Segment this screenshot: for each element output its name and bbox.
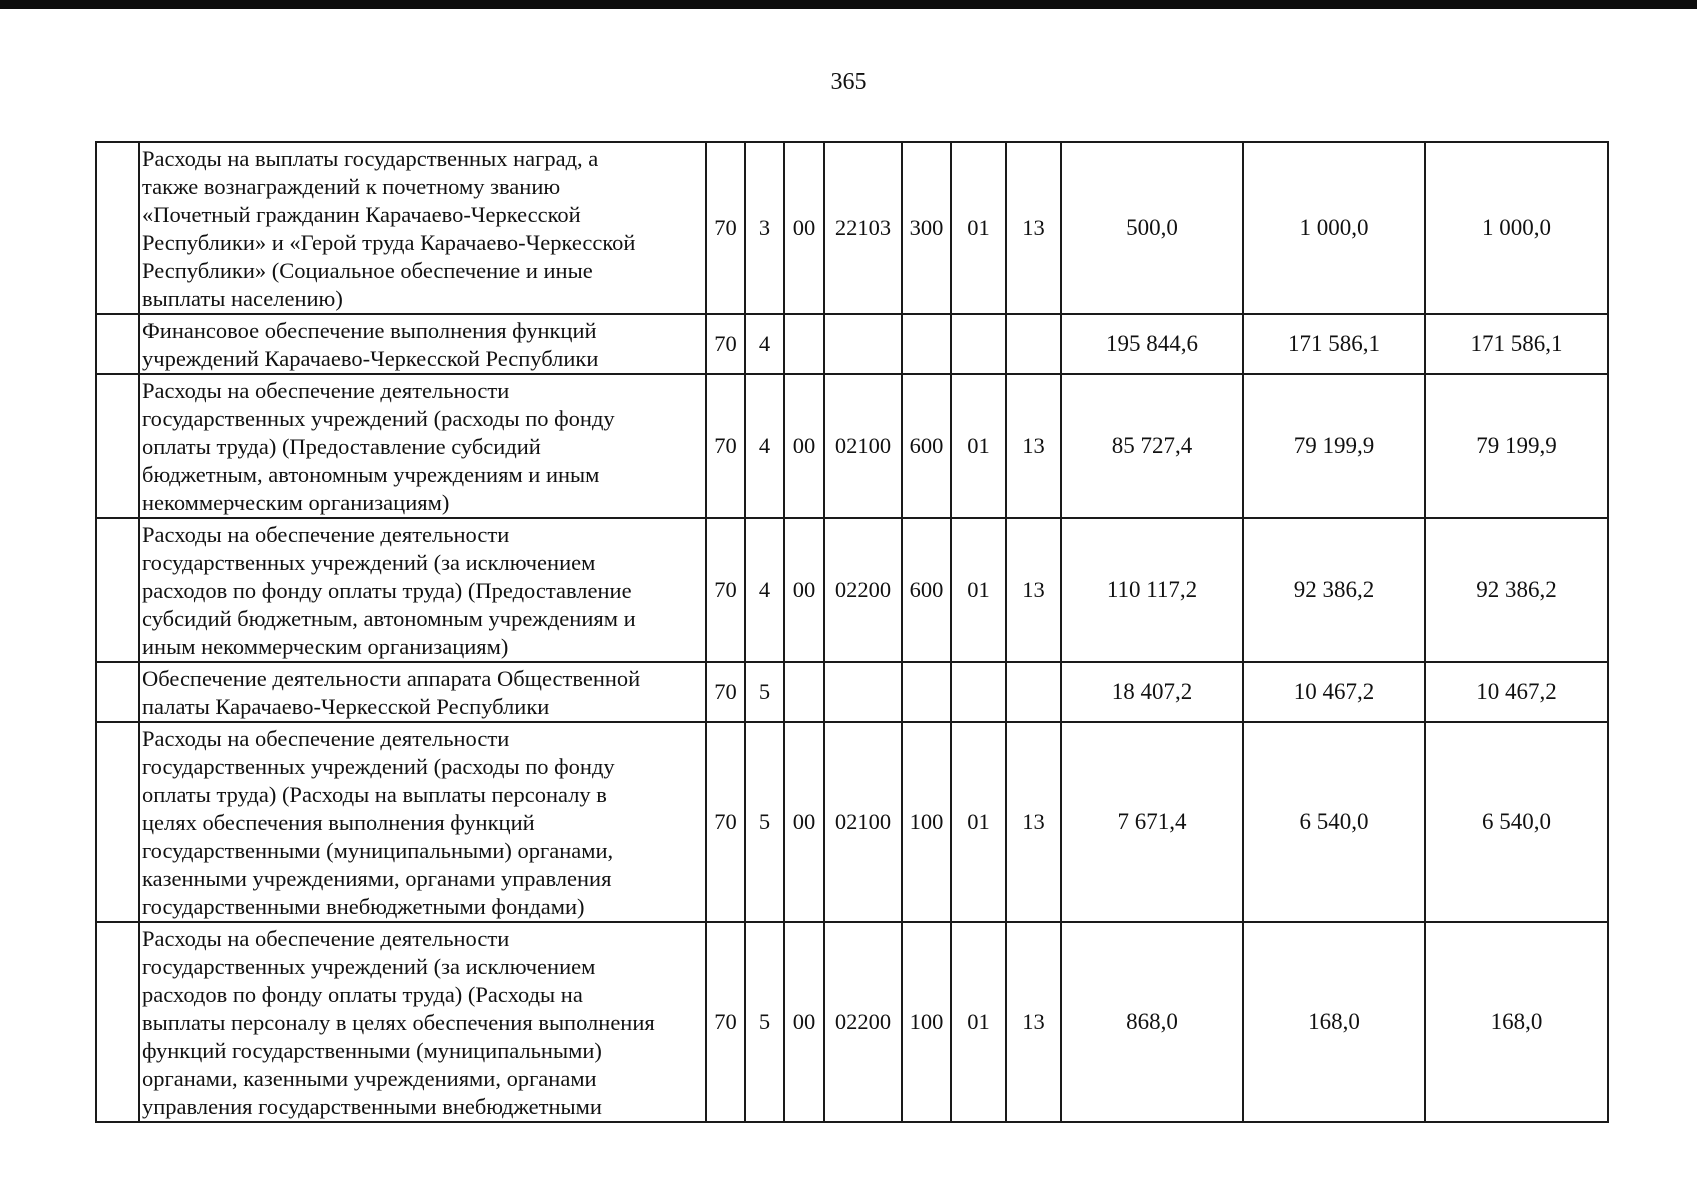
description-line: Республики» и «Герой труда Карачаево-Черкесской	[142, 230, 636, 255]
code-ministry: 70	[706, 314, 745, 374]
code-expense-type: 600	[902, 374, 951, 518]
table-body	[96, 142, 1608, 1122]
code-ministry: 70	[706, 722, 745, 922]
table-row	[96, 374, 1608, 518]
code-subprogram: 00	[784, 518, 824, 662]
description-line: Республики» (Социальное обеспечение и иные	[142, 258, 593, 283]
description-line: «Почетный гражданин Карачаево-Черкесской	[142, 202, 581, 227]
code-section: 01	[951, 922, 1006, 1122]
code-expense-type	[902, 662, 951, 722]
code-program: 5	[745, 722, 784, 922]
amount-year-2: 1 000,0	[1243, 142, 1425, 314]
amount-year-1: 195 844,6	[1061, 314, 1243, 374]
description-line: Обеспечение деятельности аппарата Общественной	[142, 666, 641, 691]
amount-year-1: 18 407,2	[1061, 662, 1243, 722]
description-line: управления государственными внебюджетными	[142, 1094, 602, 1119]
description-line: Расходы на обеспечение деятельности	[142, 926, 510, 951]
amount-year-2: 6 540,0	[1243, 722, 1425, 922]
row-number-cell	[96, 518, 139, 662]
code-ministry: 70	[706, 142, 745, 314]
code-subprogram: 00	[784, 374, 824, 518]
code-ministry: 70	[706, 518, 745, 662]
scan-top-edge	[0, 0, 1697, 9]
code-subprogram: 00	[784, 922, 824, 1122]
description-line: Расходы на обеспечение деятельности	[142, 522, 510, 547]
description-line: оплаты труда) (Расходы на выплаты персоналу в	[142, 782, 607, 807]
table-row	[96, 722, 1608, 922]
code-direction: 22103	[824, 142, 902, 314]
description-line: Расходы на выплаты государственных наград, а	[142, 146, 599, 171]
code-subprogram: 00	[784, 722, 824, 922]
description-line: государственных учреждений (расходы по фонду	[142, 754, 615, 779]
code-direction: 02100	[824, 722, 902, 922]
row-number-cell	[96, 142, 139, 314]
amount-year-2: 171 586,1	[1243, 314, 1425, 374]
amount-year-3: 168,0	[1425, 922, 1608, 1122]
code-direction: 02100	[824, 374, 902, 518]
description-line: расходов по фонду оплаты труда) (Расходы на	[142, 982, 583, 1007]
description-line: бюджетным, автономным учреждениям и иным	[142, 462, 600, 487]
row-number-cell	[96, 374, 139, 518]
row-number-cell	[96, 314, 139, 374]
description-line: Финансовое обеспечение выполнения функций	[142, 318, 597, 343]
row-number-cell	[96, 722, 139, 922]
page-number: 365	[830, 69, 867, 95]
budget-table	[95, 141, 1609, 1123]
description-line: государственных учреждений (за исключением	[142, 550, 596, 575]
description-line: выплаты населению)	[142, 286, 343, 311]
description-line: Расходы на обеспечение деятельности	[142, 726, 510, 751]
description-line: органами, казенными учреждениями, органами	[142, 1066, 597, 1091]
amount-year-2: 79 199,9	[1243, 374, 1425, 518]
code-subsection	[1006, 314, 1061, 374]
amount-year-2: 168,0	[1243, 922, 1425, 1122]
description-line: также вознаграждений к почетному званию	[142, 174, 561, 199]
amount-year-1: 85 727,4	[1061, 374, 1243, 518]
code-section	[951, 662, 1006, 722]
table-row	[96, 314, 1608, 374]
code-subsection: 13	[1006, 722, 1061, 922]
description-line: государственных учреждений (за исключением	[142, 954, 596, 979]
code-direction: 02200	[824, 518, 902, 662]
code-direction	[824, 314, 902, 374]
description-line: выплаты персоналу в целях обеспечения выполнения	[142, 1010, 655, 1035]
amount-year-3: 1 000,0	[1425, 142, 1608, 314]
row-description	[139, 662, 706, 722]
description-line: иным некоммерческим организациям)	[142, 634, 509, 659]
amount-year-2: 92 386,2	[1243, 518, 1425, 662]
table-row	[96, 922, 1608, 1122]
description-line: целях обеспечения выполнения функций	[142, 810, 535, 835]
description-line: государственных учреждений (расходы по фонду	[142, 406, 615, 431]
row-number-cell	[96, 662, 139, 722]
code-expense-type: 600	[902, 518, 951, 662]
code-expense-type: 300	[902, 142, 951, 314]
description-line: расходов по фонду оплаты труда) (Предоставление	[142, 578, 632, 603]
row-description	[139, 922, 706, 1122]
code-program: 5	[745, 922, 784, 1122]
amount-year-2: 10 467,2	[1243, 662, 1425, 722]
amount-year-3: 6 540,0	[1425, 722, 1608, 922]
row-description	[139, 314, 706, 374]
code-subsection	[1006, 662, 1061, 722]
row-description	[139, 518, 706, 662]
row-description	[139, 722, 706, 922]
code-subsection: 13	[1006, 922, 1061, 1122]
description-line: казенными учреждениями, органами управления	[142, 866, 612, 891]
code-direction	[824, 662, 902, 722]
code-subsection: 13	[1006, 142, 1061, 314]
description-line: субсидий бюджетным, автономным учреждениям и	[142, 606, 636, 631]
description-line: государственными внебюджетными фондами)	[142, 894, 585, 919]
amount-year-1: 500,0	[1061, 142, 1243, 314]
amount-year-1: 7 671,4	[1061, 722, 1243, 922]
description-line: функций государственными (муниципальными)	[142, 1038, 602, 1063]
description-line: палаты Карачаево-Черкесской Республики	[142, 694, 550, 719]
code-program: 4	[745, 518, 784, 662]
code-program: 4	[745, 314, 784, 374]
code-expense-type: 100	[902, 722, 951, 922]
description-line: Расходы на обеспечение деятельности	[142, 378, 510, 403]
code-program: 5	[745, 662, 784, 722]
amount-year-3: 171 586,1	[1425, 314, 1608, 374]
code-subprogram	[784, 662, 824, 722]
code-section: 01	[951, 518, 1006, 662]
row-number-cell	[96, 922, 139, 1122]
code-subprogram: 00	[784, 142, 824, 314]
amount-year-3: 92 386,2	[1425, 518, 1608, 662]
description-line: оплаты труда) (Предоставление субсидий	[142, 434, 541, 459]
table-row	[96, 662, 1608, 722]
code-subprogram	[784, 314, 824, 374]
row-description	[139, 142, 706, 314]
code-program: 3	[745, 142, 784, 314]
row-description	[139, 374, 706, 518]
code-subsection: 13	[1006, 518, 1061, 662]
amount-year-3: 10 467,2	[1425, 662, 1608, 722]
code-expense-type: 100	[902, 922, 951, 1122]
code-program: 4	[745, 374, 784, 518]
description-line: государственными (муниципальными) органами,	[142, 838, 614, 863]
code-expense-type	[902, 314, 951, 374]
amount-year-3: 79 199,9	[1425, 374, 1608, 518]
amount-year-1: 110 117,2	[1061, 518, 1243, 662]
code-section: 01	[951, 722, 1006, 922]
code-section	[951, 314, 1006, 374]
code-section: 01	[951, 374, 1006, 518]
description-line: учреждений Карачаево-Черкесской Республики	[142, 346, 599, 371]
table-row	[96, 518, 1608, 662]
code-ministry: 70	[706, 662, 745, 722]
code-subsection: 13	[1006, 374, 1061, 518]
description-line: некоммерческим организациям)	[142, 490, 450, 515]
code-direction: 02200	[824, 922, 902, 1122]
code-ministry: 70	[706, 922, 745, 1122]
code-section: 01	[951, 142, 1006, 314]
amount-year-1: 868,0	[1061, 922, 1243, 1122]
code-ministry: 70	[706, 374, 745, 518]
table-row	[96, 142, 1608, 314]
